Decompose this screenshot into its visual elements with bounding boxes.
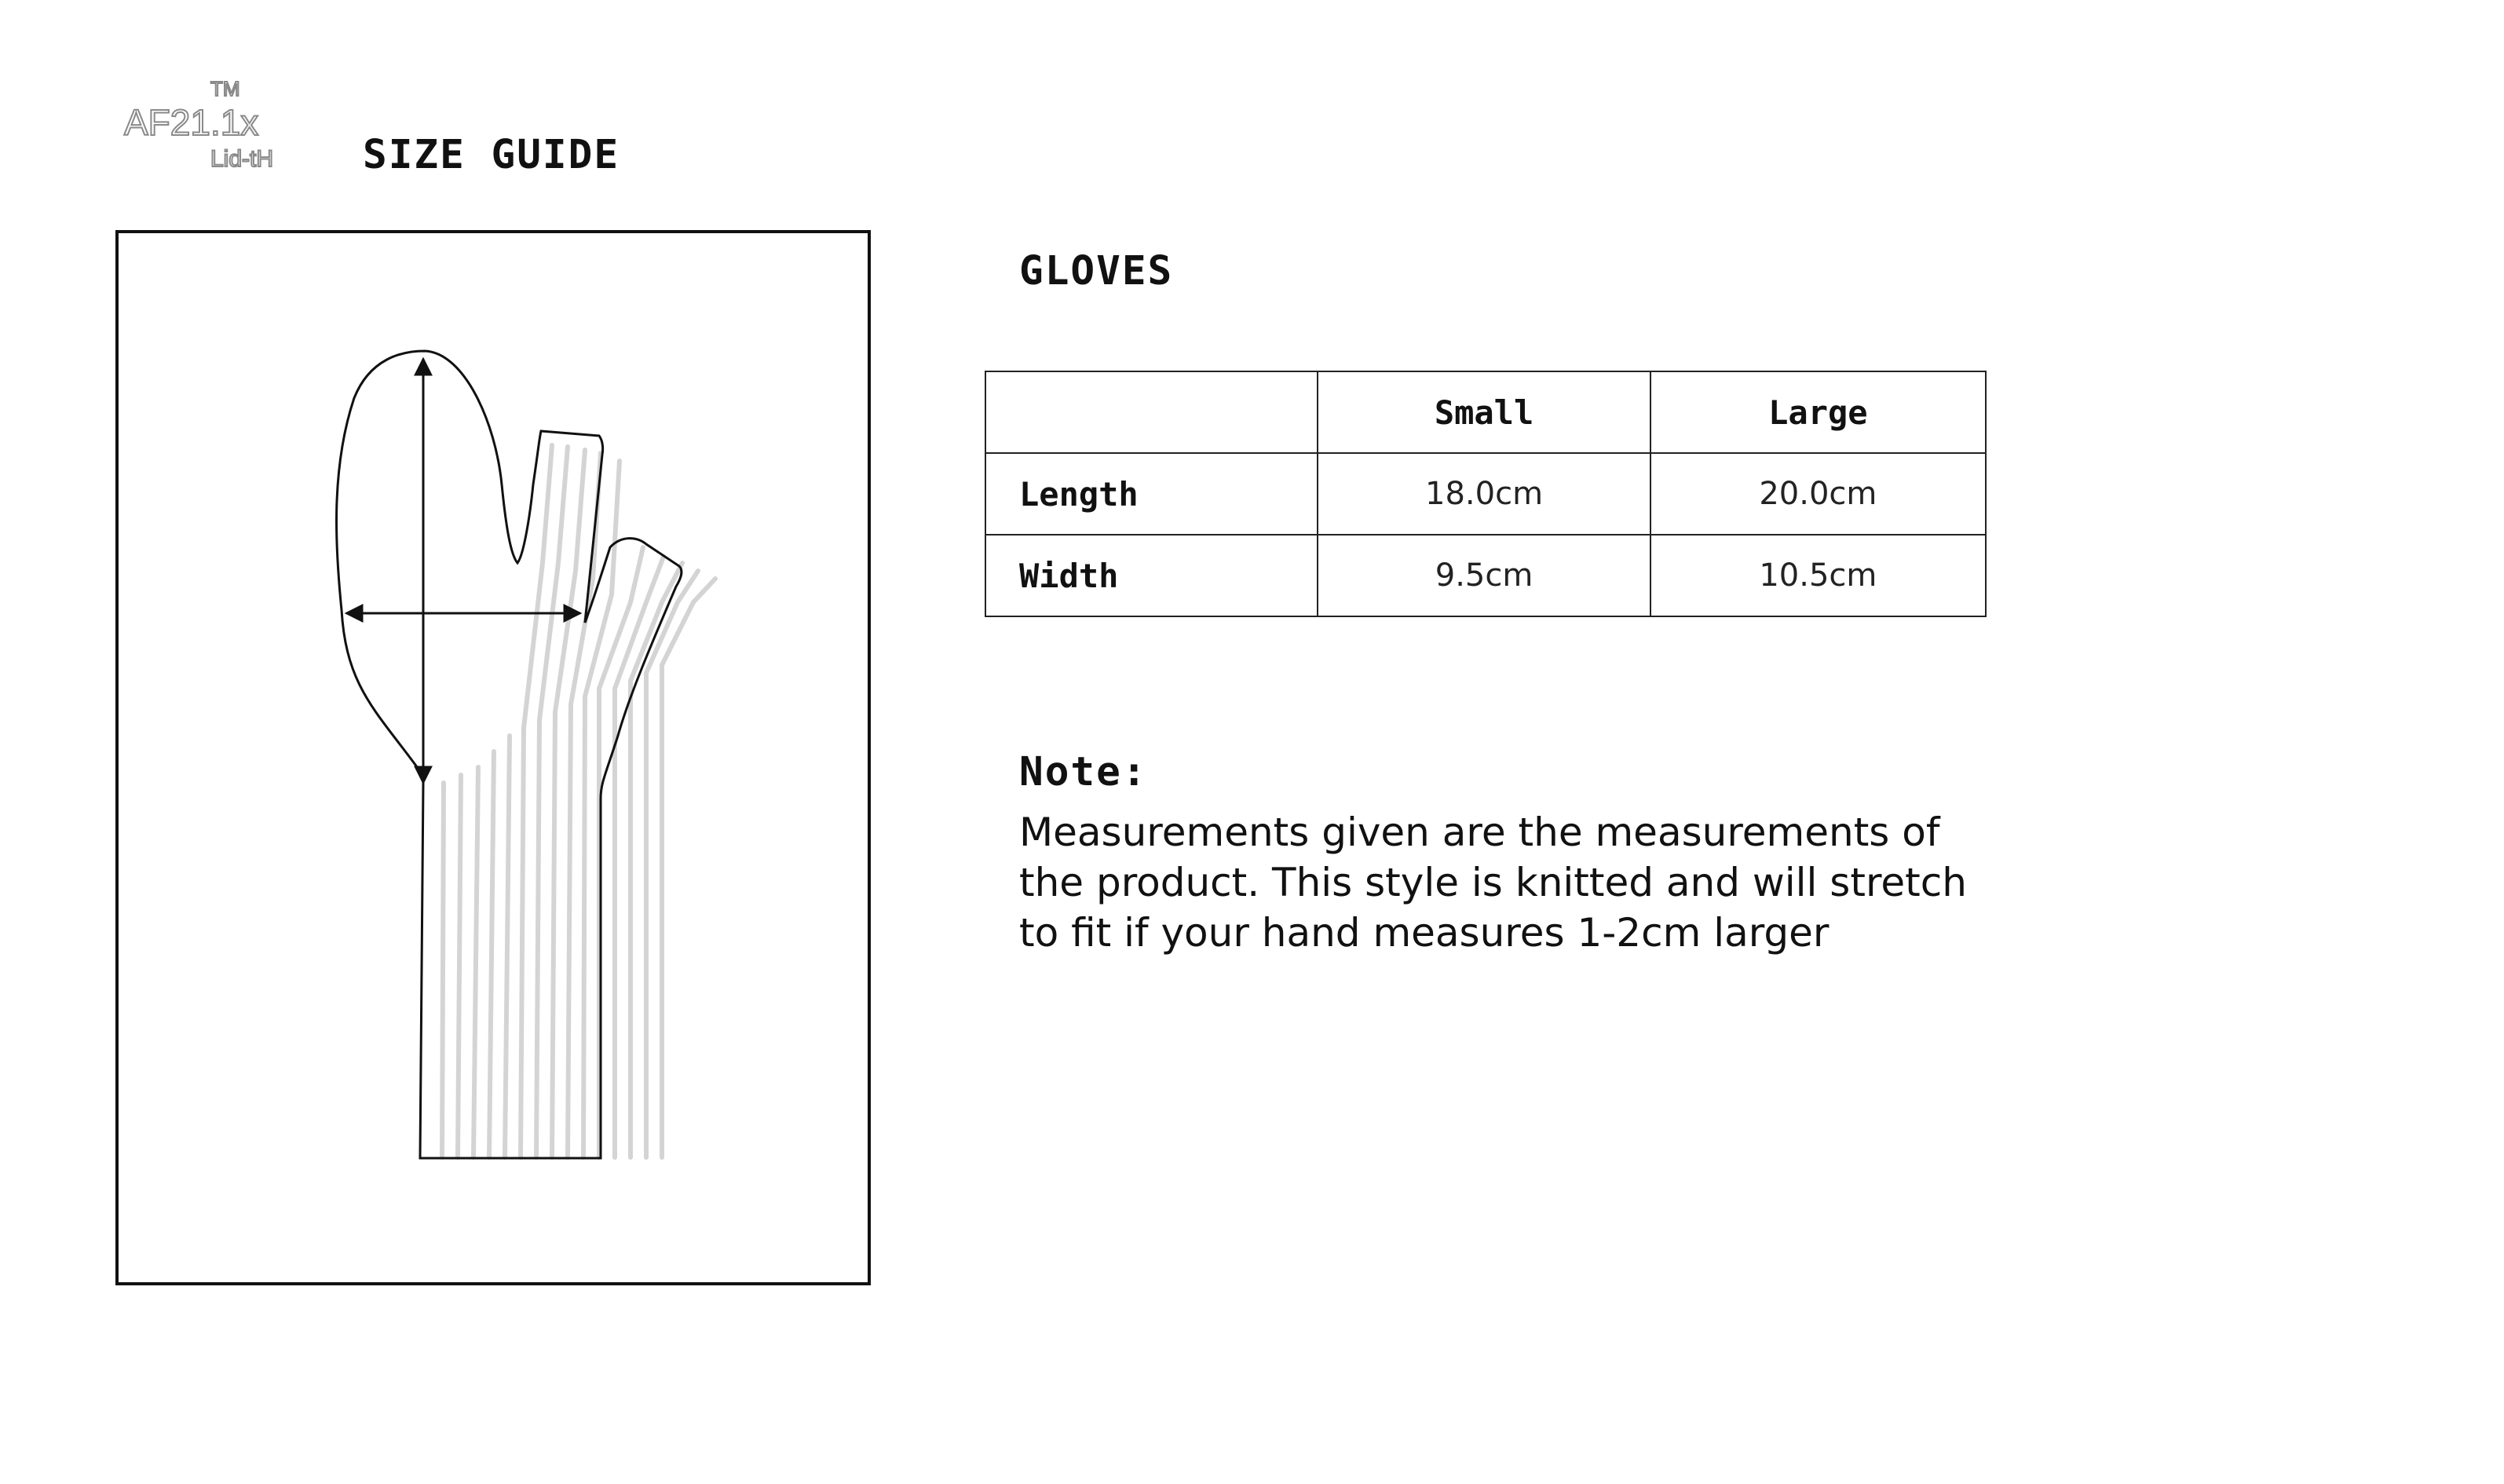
glove-illustration	[119, 233, 868, 1282]
table-row	[985, 535, 1986, 616]
brand-logo	[118, 79, 306, 181]
page-title: SIZE GUIDE	[363, 132, 620, 178]
product-title: GLOVES	[1019, 248, 1174, 294]
knit-ribs	[442, 445, 715, 1157]
table-cell: 18.0cm	[1318, 453, 1650, 535]
size-table	[985, 371, 1987, 617]
table-header-cell: Small	[1318, 371, 1650, 453]
row-label: Length	[985, 453, 1318, 535]
brand-logo-main: AF21.1x	[124, 102, 259, 143]
brand-logo-sub: Lid-tH	[210, 146, 274, 172]
note-title: Note:	[1019, 749, 1148, 795]
table-row	[985, 453, 1986, 535]
note-body: Measurements given are the measurements of the product. This style is knitted and will stretch to fit if your hand measures 1-2cm larger	[1019, 810, 1967, 956]
table-header-cell	[985, 371, 1318, 453]
table-header-cell: Large	[1650, 371, 1986, 453]
brand-logo-tm: TM	[210, 79, 240, 101]
table-cell: 9.5cm	[1318, 535, 1650, 616]
table-header-row	[985, 371, 1986, 453]
table-cell: 10.5cm	[1650, 535, 1986, 616]
table-cell: 20.0cm	[1650, 453, 1986, 535]
row-label: Width	[985, 535, 1318, 616]
glove-illustration-panel	[115, 230, 871, 1285]
